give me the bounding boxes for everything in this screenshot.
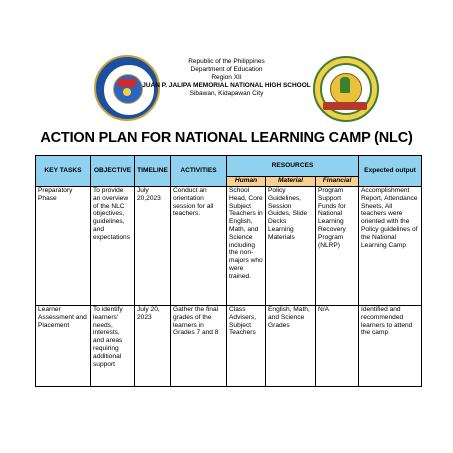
header-republic: Republic of the Philippines bbox=[188, 58, 265, 65]
header-department: Department of Education bbox=[190, 66, 263, 73]
cell-material: Policy Guidelines, Session Guides, Slide Decks Learning Materials bbox=[266, 187, 316, 306]
header-key-tasks: KEY TASKS bbox=[36, 156, 91, 187]
table-row bbox=[36, 187, 422, 306]
cell-expected: Identified and recommended learners to attend the camp bbox=[359, 306, 422, 387]
header-activities: ACTIVITIES bbox=[171, 156, 227, 187]
table-row bbox=[36, 306, 422, 387]
cell-financial: N/A bbox=[316, 306, 359, 387]
cell-activities: Gather the final grades of the learners in Grades 7 and 8 bbox=[171, 306, 227, 387]
cell-timeline: July 20,2023 bbox=[135, 187, 171, 306]
action-plan-table bbox=[35, 155, 422, 387]
header-region: Region XII bbox=[211, 74, 242, 81]
cell-expected: Accomplishment Report, Attendance Sheets, All teachers were oriented with the Policy guidelines of the National Learning Camp bbox=[359, 187, 422, 306]
cell-timeline: July 20, 2023 bbox=[135, 306, 171, 387]
header-school-name: JUAN P. JALIPA MEMORIAL NATIONAL HIGH SCHOOL bbox=[142, 82, 311, 89]
school-seal-ribbon bbox=[323, 102, 367, 110]
cell-activities: Conduct an orientation session for all teachers. bbox=[171, 187, 227, 306]
document-header bbox=[0, 0, 453, 110]
header-expected-output: Expected output bbox=[359, 156, 422, 187]
header-resources: RESOURCES bbox=[227, 156, 359, 177]
cell-key-task: Learner Assessment and Placement bbox=[36, 306, 91, 387]
cell-objective: To identify learners' needs, interests, and areas requiring additional support bbox=[91, 306, 135, 387]
header-objective: OBJECTIVE bbox=[91, 156, 135, 187]
subheader-human: Human bbox=[227, 177, 266, 187]
cell-objective: To provide an overview of the NLC objectives, guidelines, and expectations bbox=[91, 187, 135, 306]
cell-human: Class Advisers, Subject Teachers bbox=[227, 306, 266, 387]
header-timeline: TIMELINE bbox=[135, 156, 171, 187]
subheader-material: Material bbox=[266, 177, 316, 187]
subheader-financial: Financial bbox=[316, 177, 359, 187]
cell-material: English, Math, and Science Grades bbox=[266, 306, 316, 387]
header-address: Sibawan, Kidapawan City bbox=[189, 90, 264, 97]
cell-financial: Program Support Funds for National Learning Recovery Program (NLRP) bbox=[316, 187, 359, 306]
cell-key-task: Preparatory Phase bbox=[36, 187, 91, 306]
page-title: ACTION PLAN FOR NATIONAL LEARNING CAMP (NLC) bbox=[40, 130, 413, 146]
cell-human: School Head, Core Subject Teachers in English, Math, and Science including the non-majors who were trained. bbox=[227, 187, 266, 306]
